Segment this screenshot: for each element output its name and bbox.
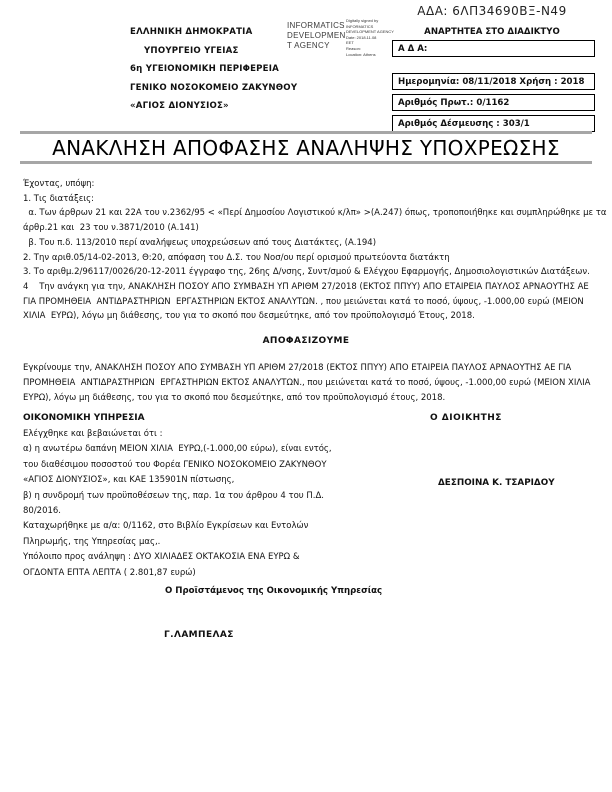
- informatics-agency-stamp: [287, 21, 346, 51]
- preamble-line: α. Των άρθρων 21 και 22Α του ν.2362/95 < «Περί Δημοσίου Λογιστικού κ/λπ» >(Α.247) όπως, τροποποιήθηκε και συμπληρώθηκε με τα: [23, 208, 607, 219]
- stamp-line-2: DEVELOPMEN: [287, 31, 346, 40]
- preamble-block: [23, 177, 607, 324]
- commander-heading: Ο ΔΙΟΙΚΗΤΗΣ: [430, 413, 502, 423]
- preamble-line: άρθρ.21 και 23 του ν.3871/2010 (Α.141): [23, 223, 199, 234]
- authority-line-hospital-name: «ΑΓΙΟΣ ΔΙΟΝΥΣΙΟΣ»: [130, 101, 229, 112]
- financial-service-heading: ΟΙΚΟΝΟΜΙΚΗ ΥΠΗΡΕΣΙΑ: [23, 413, 145, 423]
- preamble-line: 4 Την ανάγκη για την, ΑΝΑΚΛΗΣΗ ΠΟΣΟΥ ΑΠΟ ΣΥΜΒΑΣΗ ΥΠ ΑΡΙΘΜ 27/2018 (ΕΚΤΟΣ ΠΠΥΥ) ΑΠΟ ΕΤΑΙΡΕΙΑ ΠΑΥΛΟΣ ΑΡΝΑΟΥΤΗΣ ΑΕ: [23, 281, 589, 292]
- financial-line: «ΑΓΙΟΣ ΔΙΟΝΥΣΙΟΣ», και ΚΑΕ 135901Ν πίστωσης,: [23, 475, 235, 486]
- preamble-line: ΓΙΑ ΠΡΟΜΗΘΕΙΑ ΑΝΤΙΔΡΑΣΤΗΡΙΩΝ ΕΡΓΑΣΤΗΡΙΩΝ ΕΚΤΟΣ ΑΝΑΛΥΤΩΝ. , που μειώνεται κατά το ποσό, ύψους, -1.000,00 ευρώ (ΜΕΙΟΝ: [23, 296, 584, 307]
- stamp-line-1: INFORMATICS: [287, 21, 345, 30]
- decision-line: ΠΡΟΜΗΘΕΙΑ ΑΝΤΙΔΡΑΣΤΗΡΙΩΝ ΕΡΓΑΣΤΗΡΙΩΝ ΕΚΤΟΣ ΑΝΑΛΥΤΩΝ., που μειώνεται κατά το ποσό, ύψους, -1.000,00 ευρώ (ΜΕΙΟΝ ΧΙΛΙΑ: [23, 378, 591, 388]
- separator-bar-top: [20, 131, 592, 134]
- preamble-line: Έχοντας, υπόψη:: [23, 179, 95, 189]
- document-title: ΑΝΑΚΛΗΣΗ ΑΠΟΦΑΣΗΣ ΑΝΑΛΗΨΗΣ ΥΠΟΧΡΕΩΣΗΣ: [52, 136, 560, 160]
- commitment-number-box: Αριθμός Δέσμευσης : 303/1: [392, 115, 595, 132]
- financial-line: Ελέγχθηκε και βεβαιώνεται ότι :: [23, 429, 163, 439]
- financial-line: Υπόλοιπο προς ανάληψη : ΔΥΟ ΧΙΛΙΑΔΕΣ ΟΚΤΑΚΟΣΙΑ ΕΝΑ ΕΥΡΩ &: [23, 552, 300, 563]
- authority-line-hospital: ΓΕΝΙΚΟ ΝΟΣΟΚΟΜΕΙΟ ΖΑΚΥΝΘΟΥ: [130, 82, 298, 93]
- financial-line: Πληρωμής, της Υπηρεσίας μας,.: [23, 536, 161, 547]
- ada-box: Α Δ Α:: [392, 40, 595, 57]
- authority-line-republic: ΕΛΛΗΝΙΚΗ ΔΗΜΟΚΡΑΤΙΑ: [130, 27, 253, 37]
- financial-line: του διαθέσιμου ποσοστού του Φορέα ΓΕΝΙΚΟ ΝΟΣΟΚΟΜΕΙΟ ΖΑΚΥΝΘΟΥ: [23, 459, 327, 470]
- separator-bar-bottom: [20, 161, 592, 164]
- financial-head-title: Ο Προϊστάμενος της Οικονομικής Υπηρεσίας: [165, 586, 383, 596]
- digital-signature-text: Digitally signed by INFORMATICS DEVELOPMENT AGENCY Date: 2018.11.08 EET Reason: Location: Athens: [346, 18, 394, 57]
- preamble-line: β. Του π.δ. 113/2010 περί αναλήψεως υποχρεώσεων από τους Διατάκτες, (Α.194): [23, 237, 377, 248]
- decision-block: [23, 361, 591, 406]
- ada-code: ΑΔΑ: 6ΛΠ34690ΒΞ-Ν49: [417, 4, 567, 18]
- preamble-line: 3. Το αριθμ.2/96117/0026/20-12-2011 έγγραφο της, 26ης Δ/νσης, Συντ/σμού & Ελέγχου Εφαρμογής, Δημοσιολογιστικών Διατάξεων.: [23, 267, 590, 278]
- authority-line-ministry: ΥΠΟΥΡΓΕΙΟ ΥΓΕΙΑΣ: [144, 45, 239, 56]
- preamble-line: 2. Την αριθ.05/14-02-2013, Θ:20, απόφαση του Δ.Σ. του Νοσ/ου περί ορισμού πρωτεύοντα διατάκτη: [23, 252, 450, 263]
- issuing-authority-block: [130, 23, 297, 116]
- decision-heading: ΑΠΟΦΑΣΙΖΟΥΜΕ: [262, 336, 350, 346]
- financial-line: α) η ανωτέρω δαπάνη ΜΕΙΟΝ ΧΙΛΙΑ ΕΥΡΩ,(-1.000,00 εύρω), είναι εντός,: [23, 444, 332, 455]
- financial-line: ΟΓΔΟΝΤΑ ΕΠΤΑ ΛΕΠΤΑ ( 2.801,87 ευρώ): [23, 567, 196, 578]
- date-box: Ημερομηνία: 08/11/2018 Χρήση : 2018: [392, 73, 595, 90]
- financial-head-name: Γ.ΛΑΜΠΕΛΑΣ: [164, 630, 234, 640]
- anartitea-label: ΑΝΑΡΤΗΤΕΑ ΣΤΟ ΔΙΑΔΙΚΤΥΟ: [424, 27, 560, 37]
- stamp-line-3: T AGENCY: [287, 41, 330, 50]
- decision-line: Εγκρίνουμε την, ΑΝΑΚΛΗΣΗ ΠΟΣΟΥ ΑΠΟ ΣΥΜΒΑΣΗ ΥΠ ΑΡΙΘΜ 27/2018 (ΕΚΤΟΣ ΠΠΥΥ) ΑΠΟ ΕΤΑΙΡΕΙΑ ΠΑΥΛΟΣ ΑΡΝΑΟΥΤΗΣ ΑΕ ΓΙΑ: [23, 363, 572, 373]
- preamble-line: 1. Τις διατάξεις:: [23, 193, 95, 204]
- preamble-line: ΧΙΛΙΑ ΕΥΡΩ), λόγω μη διάθεσης, του για το σκοπό που δεσμεύτηκε, από τον προϋπολογισμό Έτους, 2018.: [23, 311, 475, 322]
- financial-line: β) η συνδρομή των προϋποθέσεων της, παρ. 1α του άρθρου 4 του Π.Δ.: [23, 490, 324, 501]
- authority-line-region: 6η ΥΓΕΙΟΝΟΜΙΚΗ ΠΕΡΙΦΕΡΕΙΑ: [130, 64, 280, 75]
- protocol-number-box: Αριθμός Πρωτ.: 0/1162: [392, 94, 595, 111]
- decision-line: ΕΥΡΩ), λόγω μη διάθεσης, του για το σκοπό που δεσμεύτηκε, από τον προϋπολογισμό έτους, 2018.: [23, 393, 446, 403]
- commander-name: ΔΕΣΠΟΙΝΑ Κ. ΤΣΑΡΙΔΟΥ: [438, 478, 555, 488]
- financial-line: Καταχωρήθηκε με α/α: 0/1162, στο Βιβλίο Εγκρίσεων και Εντολών: [23, 521, 309, 532]
- financial-verification-block: [23, 427, 332, 581]
- financial-line: 80/2016.: [23, 506, 62, 517]
